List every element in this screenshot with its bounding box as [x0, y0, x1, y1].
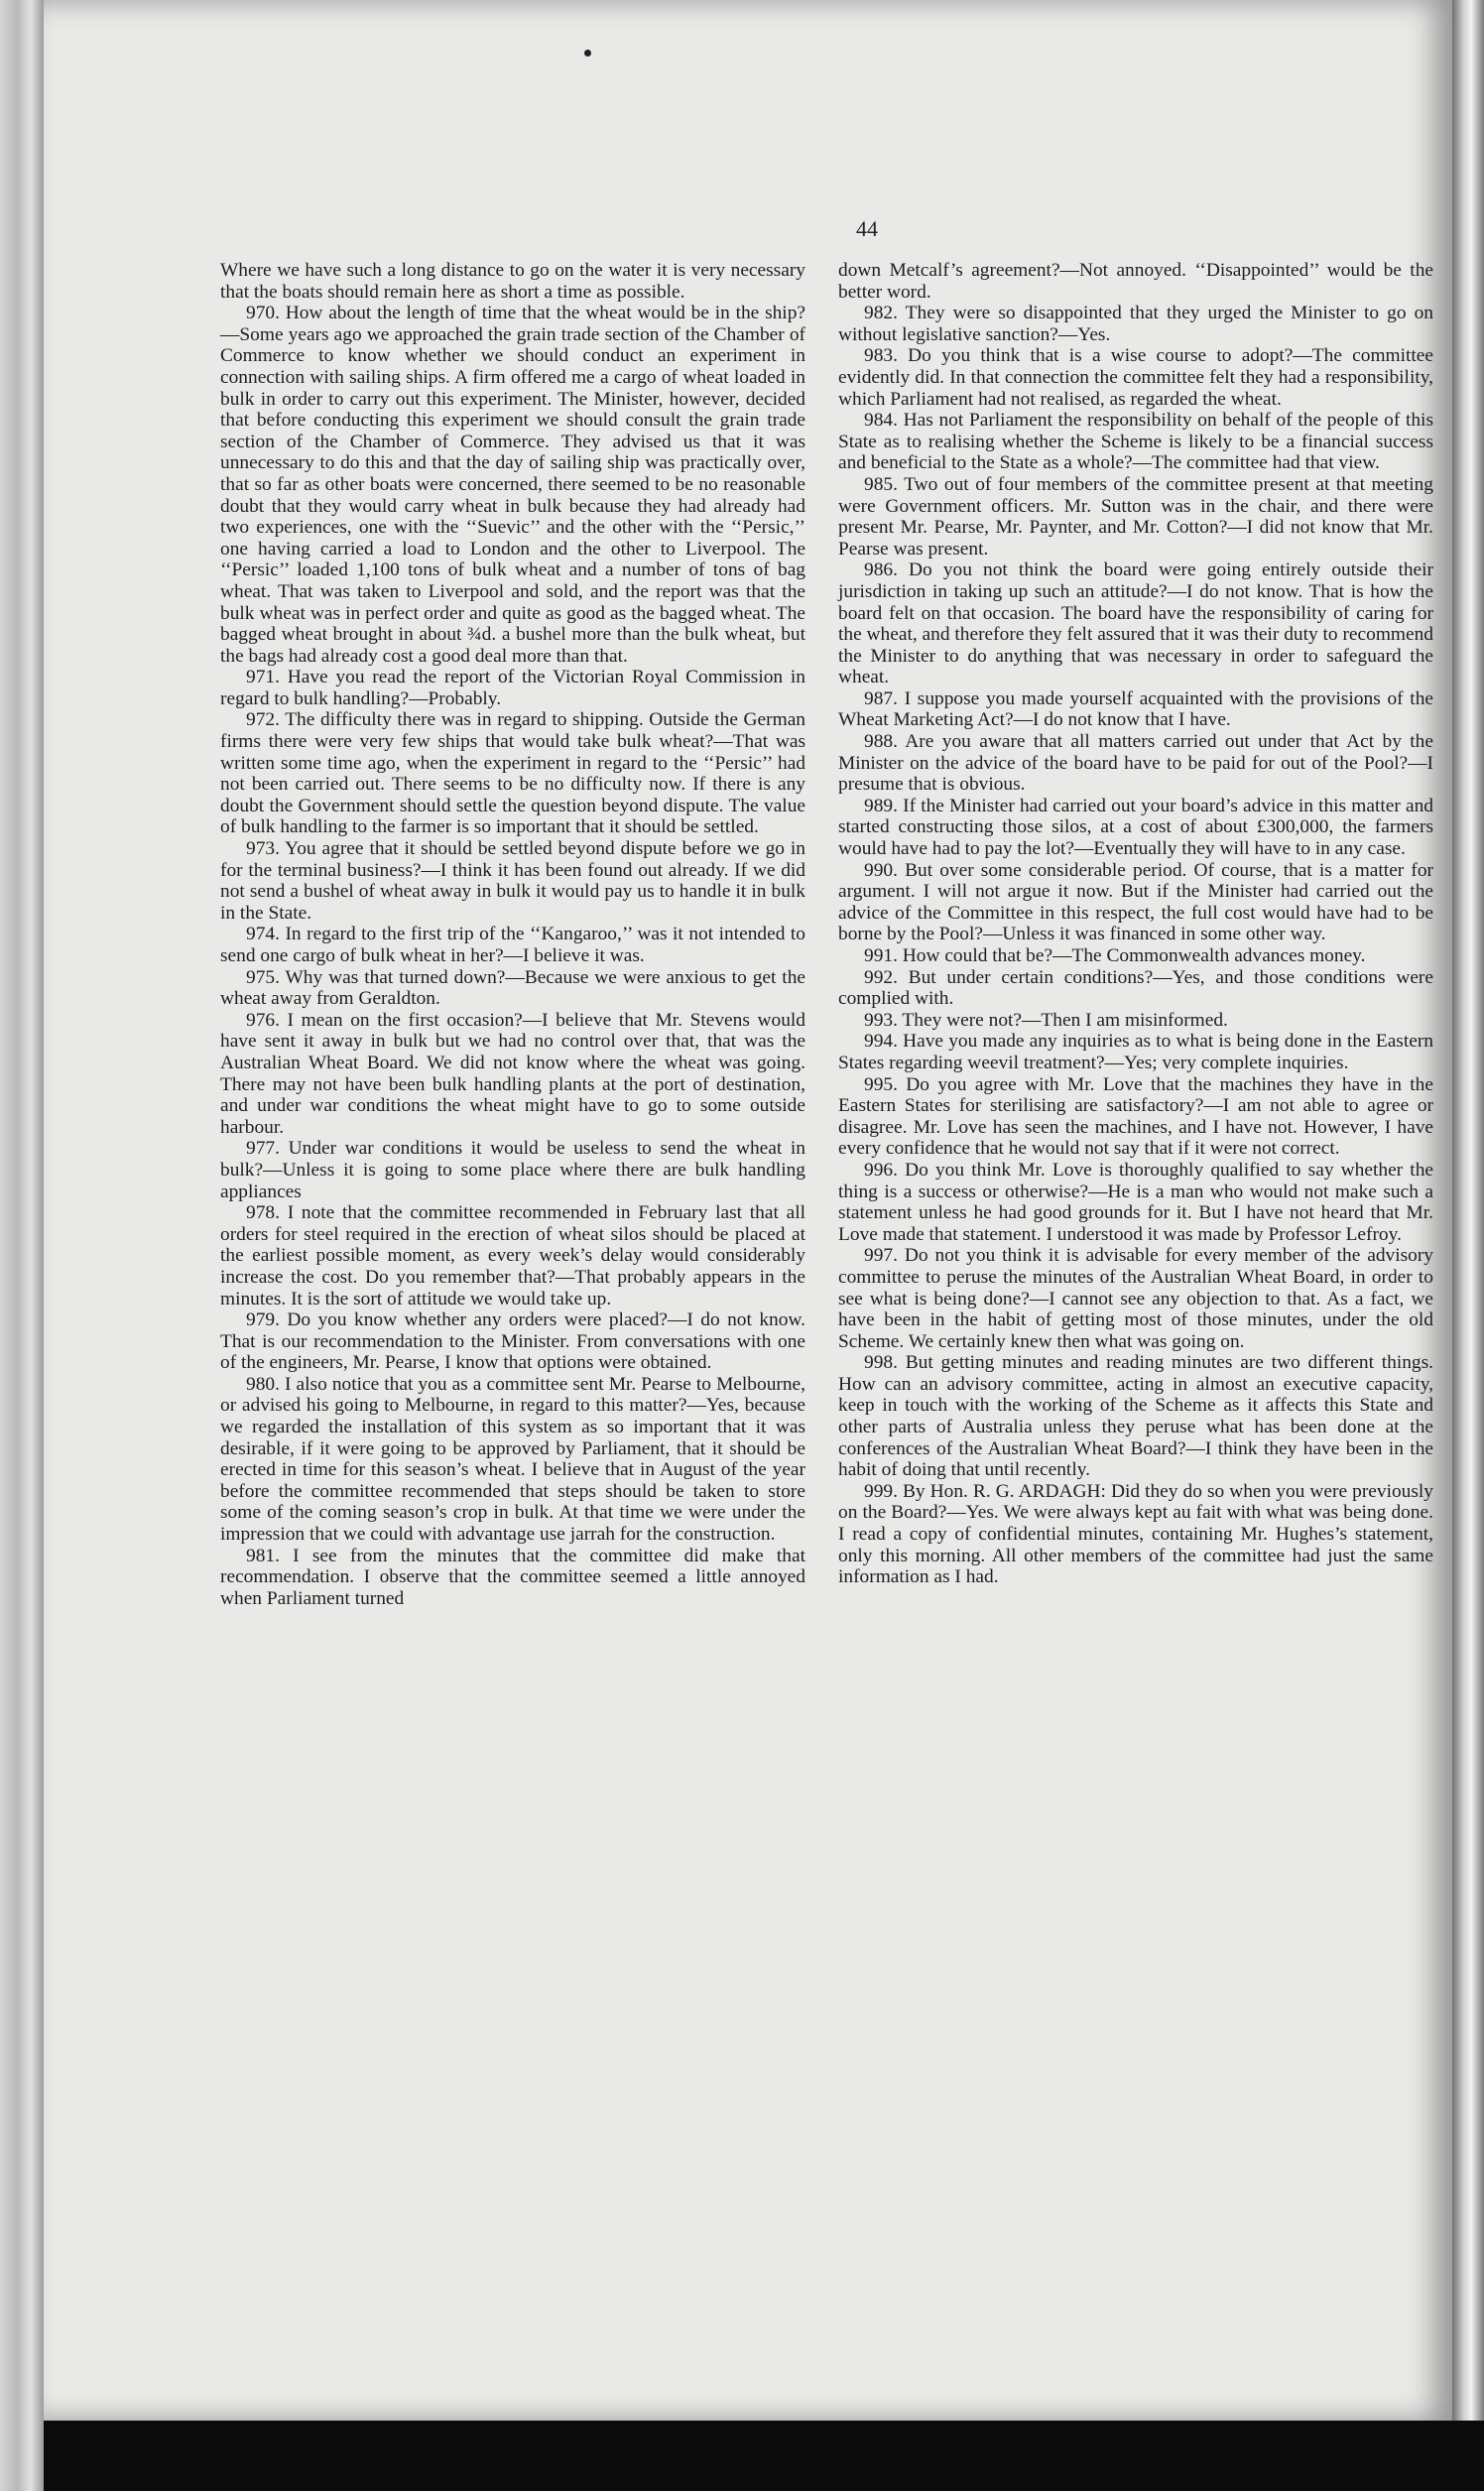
testimony-paragraph: 985. Two out of four members of the committee present at that meeting were Government officers. Mr. Sutton was in the chair, and there were present Mr. Pearse, Mr. Paynter, and Mr. Cotton?—I did not know that Mr. Pearse was present. — [838, 473, 1433, 560]
testimony-paragraph: 972. The difficulty there was in regard to shipping. Outside the German firms there were very few ships that would take bulk wheat?—That was written some time ago, when the experiment in regard to the ‘‘Persic’’ had not been carried out. There seems to be no difficulty now. If there is any doubt the Government should settle the question beyond dispute. The value of bulk handling to the farmer is so important that it should be settled. — [220, 709, 805, 838]
testimony-paragraph: 992. But under certain conditions?—Yes, and those conditions were complied with. — [838, 966, 1433, 1010]
page-stack-edge — [1452, 0, 1484, 2421]
left-text-column — [220, 260, 805, 1609]
testimony-paragraph: 984. Has not Parliament the responsibility on behalf of the people of this State as to realising whether the Scheme is likely to be a financial success and beneficial to the State as a whole?—The committee had that view. — [838, 410, 1433, 474]
testimony-paragraph: 986. Do you not think the board were going entirely outside their jurisdiction in taking up such an attitude?—I do not know. That is how the board felt on that occasion. The board have the responsibility of caring for the wheat, and therefore they felt assured that it was their duty to recommend the Minister to do anything that was necessary in order to safeguard the wheat. — [838, 560, 1433, 688]
testimony-paragraph: 979. Do you know whether any orders were placed?—I do not know. That is our recommendation to the Minister. From conversations with one of the engineers, Mr. Pearse, I know that options were obtained. — [220, 1309, 805, 1374]
testimony-paragraph: 996. Do you think Mr. Love is thoroughly qualified to say whether the thing is a success or otherwise?—He is a man who would not make such a statement unless he had good grounds for it. But I have not heard that Mr. Love made that statement. I understood it was made by Professor Lefroy. — [838, 1159, 1433, 1245]
testimony-paragraph: 981. I see from the minutes that the committee did make that recommendation. I observe that the committee seemed a little annoyed when Parliament turned — [220, 1545, 805, 1609]
testimony-paragraph: 999. By Hon. R. G. ARDAGH: Did they do so when you were previously on the Board?—Yes. We were always kept au fait with what was being done. I read a copy of confidential minutes, containing Mr. Hughes’s statement, only this morning. All other members of the committee had just the same information as I had. — [838, 1480, 1433, 1588]
testimony-paragraph: 993. They were not?—Then I am misinformed. — [864, 1009, 1228, 1031]
testimony-paragraph: 976. I mean on the first occasion?—I believe that Mr. Stevens would have sent it away in bulk but we had no control over that, that was the Australian Wheat Board. We did not know where the wheat was going. There may not have been bulk handling plants at the port of destination, and under war conditions the wheat might have to go to some outside harbour. — [220, 1009, 805, 1138]
right-text-column — [838, 260, 1433, 1588]
testimony-paragraph: 989. If the Minister had carried out your board’s advice in this matter and started constructing those silos, at a cost of about £300,000, the farmers would have had to pay the lot?—Eventually they will have to in any case. — [838, 795, 1433, 860]
page-mark — [584, 50, 591, 57]
testimony-paragraph: 971. Have you read the report of the Victorian Royal Commission in regard to bulk handling?—Probably. — [220, 667, 805, 709]
testimony-paragraph: 987. I suppose you made yourself acquainted with the provisions of the Wheat Marketing Act?—I do not know that I have. — [838, 687, 1433, 731]
testimony-paragraph: 982. They were so disappointed that they urged the Minister to go on without legislative sanction?—Yes. — [838, 303, 1433, 345]
testimony-paragraph: 995. Do you agree with Mr. Love that the machines they have in the Eastern States for sterilising are satisfactory?—I am not able to agree or disagree. Mr. Love has seen the machines, and I have not. However, I have every confidence that he would not say that if it were not correct. — [838, 1073, 1433, 1160]
page-number: 44 — [856, 216, 878, 241]
testimony-paragraph: 988. Are you aware that all matters carried out under that Act by the Minister on the advice of the board have to be paid for out of the Pool?—I presume that is obvious. — [838, 731, 1433, 796]
testimony-paragraph: 970. How about the length of time that the wheat would be in the ship?—Some years ago we approached the grain trade section of the Chamber of Commerce to know whether we should conduct an experiment in connection with sailing ships. A firm offered me a cargo of wheat loaded in bulk in order to carry out this experiment. The Minister, however, decided that before conducting this experiment we should consult the grain trade section of the Chamber of Commerce. They advised us that it was unnecessary to do this and that the day of sailing ship was practically over, that so far as other boats were concerned, there seemed to be no reasonable doubt that they would carry wheat in bulk because they had already had two experiences, one with the ‘‘Suevic’’ and the other with the ‘‘Persic,’’ one having carried a load to London and the other to Liverpool. The ‘‘Persic’’ loaded 1,100 tons of bulk wheat and a number of tons of bag wheat. That was taken to Liverpool and sold, and the report was that the bulk wheat was in perfect order and quite as good as the bagged wheat. The bagged wheat brought in about ¾d. a bushel more than the bulk wheat, but the bags had already cost a good deal more than that. — [220, 303, 805, 667]
testimony-paragraph: down Metcalf’s agreement?—Not annoyed. ‘‘Disappointed’’ would be the better word. — [838, 260, 1433, 303]
testimony-paragraph: Where we have such a long distance to go on the water it is very necessary that the boats should remain here as short a time as possible. — [220, 260, 805, 303]
testimony-paragraph: 990. But over some considerable period. Of course, that is a matter for argument. I will not argue it now. But if the Minister had carried out the advice of the Committee in this respect, the full cost would have had to be borne by the Pool?—Unless it was financed in some other way. — [838, 859, 1433, 945]
testimony-paragraph: 994. Have you made any inquiries as to what is being done in the Eastern States regarding weevil treatment?—Yes; very complete inquiries. — [838, 1031, 1433, 1073]
testimony-paragraph: 991. How could that be?—The Commonwealth advances money. — [864, 945, 1366, 966]
binding-edge — [0, 0, 44, 2491]
testimony-paragraph: 998. But getting minutes and reading minutes are two different things. How can an advisory committee, acting in almost an executive capacity, keep in touch with the working of the Scheme as it affects this State and other parts of Australia unless they peruse what has been done at the conferences of the Australian Wheat Board?—I think they have been in the habit of doing that until recently. — [838, 1352, 1433, 1481]
testimony-paragraph: 978. I note that the committee recommended in February last that all orders for steel required in the erection of wheat silos should be placed at the earliest possible moment, as every week’s delay would considerably increase the cost. Do you remember that?—That probably appears in the minutes. It is the sort of attitude we would take up. — [220, 1202, 805, 1309]
testimony-paragraph: 980. I also notice that you as a committee sent Mr. Pearse to Melbourne, or advised his going to Melbourne, in regard to this matter?—Yes, because we regarded the installation of this system as so important that it was desirable, if it were going to be approved by Parliament, that it should be erected in time for this season’s wheat. I believe that in August of the year before the committee recommended that steps should be taken to store some of the coming season’s crop in bulk. At that time we were under the impression that we could with advantage use jarrah for the construction. — [220, 1373, 805, 1546]
testimony-paragraph: 983. Do you think that is a wise course to adopt?—The committee evidently did. In that connection the committee felt they had a responsibility, which Parliament had not realised, as regarded the wheat. — [838, 345, 1433, 410]
testimony-paragraph: 997. Do not you think it is advisable for every member of the advisory committee to peruse the minutes of the Australian Wheat Board, in order to see what is being done?—I cannot see any objection to that. As a fact, we have been in the habit of getting most of those minutes, under the old Scheme. We certainly knew then what was going on. — [838, 1245, 1433, 1352]
testimony-paragraph: 977. Under war conditions it would be useless to send the wheat in bulk?—Unless it is going to some place where there are bulk handling appliances — [220, 1138, 805, 1202]
testimony-paragraph: 975. Why was that turned down?—Because we were anxious to get the wheat away from Geraldton. — [220, 966, 805, 1010]
testimony-paragraph: 974. In regard to the first trip of the ‘‘Kangaroo,’’ was it not intended to send one cargo of bulk wheat in her?—I believe it was. — [220, 924, 805, 966]
testimony-paragraph: 973. You agree that it should be settled beyond dispute before we go in for the terminal business?—I think it has been found out already. If we did not send a bushel of wheat away in bulk it would pay us to handle it in bulk in the State. — [220, 838, 805, 924]
